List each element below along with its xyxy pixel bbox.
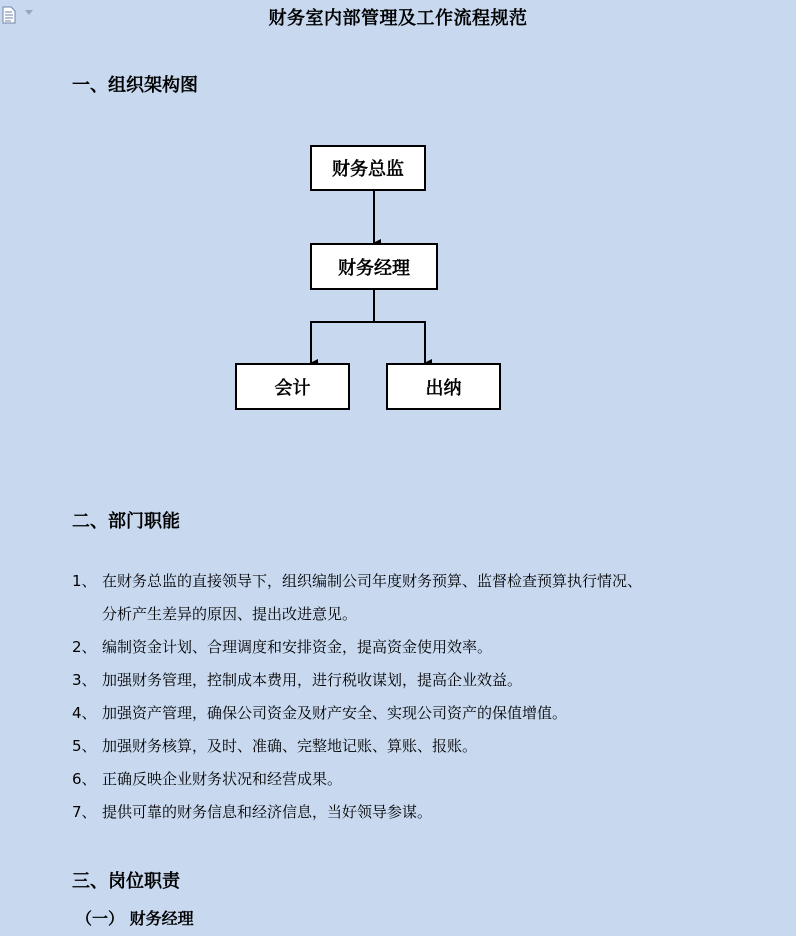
list-item: 1、 在财务总监的直接领导下，组织编制公司年度财务预算、监督检查预算执行情况、 分析产生差异的原因、提出改进意见。: [72, 572, 643, 623]
functions-list: [72, 565, 772, 829]
list-item: 2、 编制资金计划、合理调度和安排资金，提高资金使用效率。: [72, 638, 493, 656]
list-item: 7、 提供可靠的财务信息和经济信息，当好领导参谋。: [72, 803, 433, 821]
section-heading-org-chart: 一、组织架构图: [72, 75, 198, 96]
list-item: 4、 加强资产管理，确保公司资金及财产安全、实现公司资产的保值增值。: [72, 704, 568, 722]
document-title: 财务室内部管理及工作流程规范: [268, 8, 528, 29]
org-box-cashier: 出纳: [386, 363, 501, 410]
org-box-finance-director: 财务总监: [310, 145, 426, 191]
section-heading-job-responsibilities: 三、岗位职责: [72, 871, 180, 892]
list-item: 3、 加强财务管理，控制成本费用，进行税收谋划，提高企业效益。: [72, 671, 523, 689]
list-item: 5、 加强财务核算，及时、准确、完整地记账、算账、报账。: [72, 737, 478, 755]
org-box-accountant: 会计: [235, 363, 350, 410]
section-heading-department-functions: 二、部门职能: [72, 511, 180, 532]
list-item: 6、 正确反映企业财务状况和经营成果。: [72, 770, 343, 788]
subsection-heading-finance-manager: （一） 财务经理: [76, 909, 194, 928]
org-box-finance-manager: 财务经理: [310, 243, 438, 290]
